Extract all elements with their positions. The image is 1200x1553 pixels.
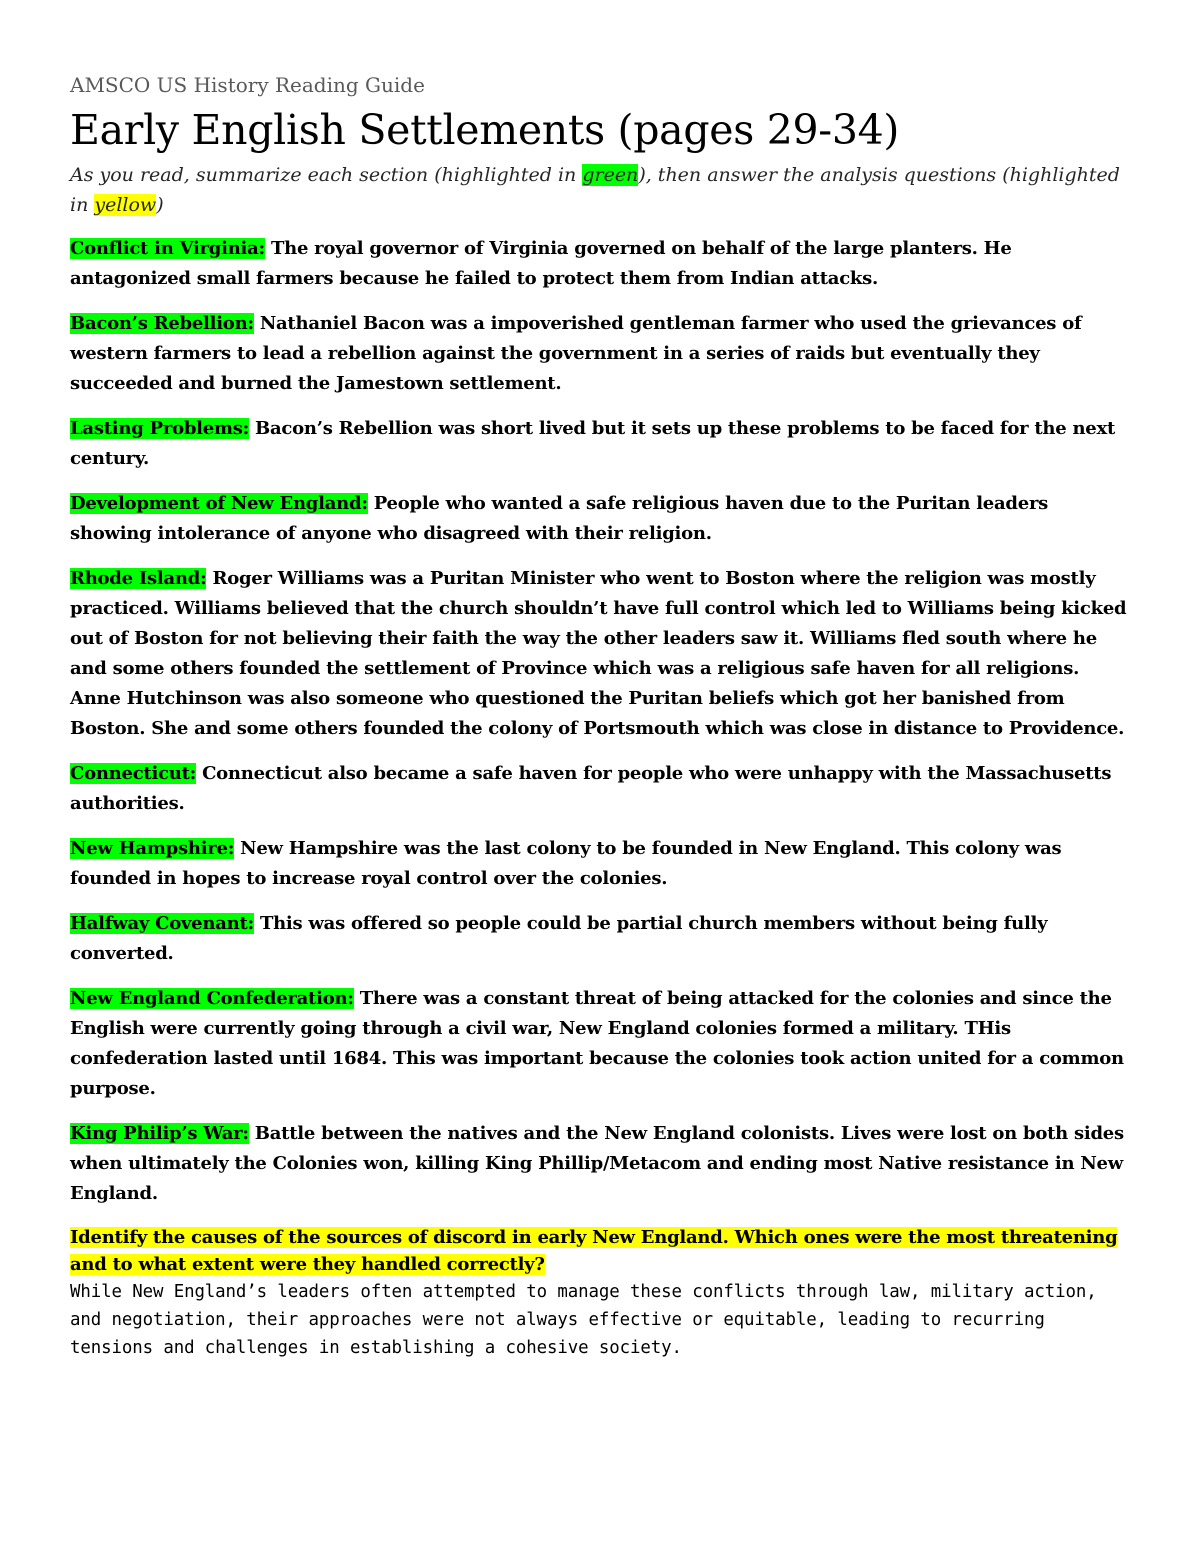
section-summary: People who wanted a safe religious haven due to the Puritan leaders showing intolerance of anyone who disagreed with their religion. [70, 493, 1049, 544]
section-summary: There was a constant threat of being attacked for the colonies and since the English were currently going through a civil war, New England colonies formed a military. THis confederation lasted until 1684. This was important because the colonies took action united for a common purpose. [70, 988, 1124, 1099]
section-rhode-island [70, 564, 1134, 744]
instructions-part-2: ), then answer the analysis questions (highlighted in [70, 164, 1120, 216]
section-bacons-rebellion [70, 309, 1134, 399]
section-halfway-covenant [70, 909, 1134, 969]
analysis-question [70, 1224, 1134, 1278]
section-term: Conflict in Virginia: [70, 238, 265, 259]
page-title: Early English Settlements (pages 29-34) [70, 106, 900, 154]
section-term: Halfway Covenant: [70, 913, 254, 934]
section-term: King Philip’s War: [70, 1123, 249, 1144]
section-term: Rhode Island: [70, 568, 207, 589]
section-development-of-new-england [70, 489, 1134, 549]
section-term: New England Confederation: [70, 988, 354, 1009]
section-term: Lasting Problems: [70, 418, 250, 439]
section-term: Connecticut: [70, 763, 197, 784]
section-new-hampshire [70, 834, 1134, 894]
document-content [70, 70, 1134, 1362]
section-summary: Roger Williams was a Puritan Minister who went to Boston where the religion was mostly practiced. Williams believed that the church shouldn’t have full control which led to Williams being kicked out of Boston for not believing their faith the way the other leaders saw it. Williams fled south where he and some others founded the settlement of Province which was a religious safe haven for all religions. Anne Hutchinson was also someone who questioned the Puritan beliefs which got her banished from Boston. She and some others founded the colony of Portsmouth which was close in distance to Providence. [70, 568, 1127, 739]
section-new-england-confederation [70, 984, 1134, 1104]
instructions-yellow-word: yellow [94, 194, 157, 216]
section-king-philips-war [70, 1119, 1134, 1209]
section-term: New Hampshire: [70, 838, 235, 859]
section-connecticut [70, 759, 1134, 819]
section-term: Bacon’s Rebellion: [70, 313, 254, 334]
instructions-green-word: green [582, 164, 639, 186]
section-term: Development of New England: [70, 493, 368, 514]
section-conflict-in-virginia [70, 234, 1134, 294]
section-lasting-problems [70, 414, 1134, 474]
analysis-answer: While New England’s leaders often attempted to manage these conflicts through law, military action, and negotiation, their approaches were not always effective or equitable, leading to recurring tensions and challenges in establishing a cohesive society. [70, 1282, 1097, 1358]
section-summary: This was offered so people could be partial church members without being fully converted. [70, 913, 1048, 964]
section-summary: Battle between the natives and the New England colonists. Lives were lost on both sides when ultimately the Colonies won, killing King Phillip/Metacom and ending most Native resistance in New England. [70, 1123, 1124, 1204]
instructions-part-1: As you read, summarize each section (highlighted in [70, 164, 583, 186]
section-summary: New Hampshire was the last colony to be founded in New England. This colony was founded in hopes to increase royal control over the colonies. [70, 838, 1062, 889]
instructions-part-3: ) [156, 194, 164, 216]
page-header: AMSCO US History Reading Guide [70, 73, 425, 97]
instructions [70, 160, 1134, 220]
section-summary: The royal governor of Virginia governed on behalf of the large planters. He antagonized small farmers because he failed to protect them from Indian attacks. [70, 238, 1012, 289]
section-summary: Nathaniel Bacon was a impoverished gentleman farmer who used the grievances of western farmers to lead a rebellion against the government in a series of raids but eventually they succeeded and burned the Jamestown settlement. [70, 313, 1082, 394]
section-summary: Bacon’s Rebellion was short lived but it sets up these problems to be faced for the next century. [70, 418, 1116, 469]
section-summary: Connecticut also became a safe haven for people who were unhappy with the Massachusetts authorities. [70, 763, 1112, 814]
analysis-question-text: Identify the causes of the sources of discord in early New England. Which ones were the most threatening and to what extent were they handled correctly? [70, 1227, 1118, 1275]
